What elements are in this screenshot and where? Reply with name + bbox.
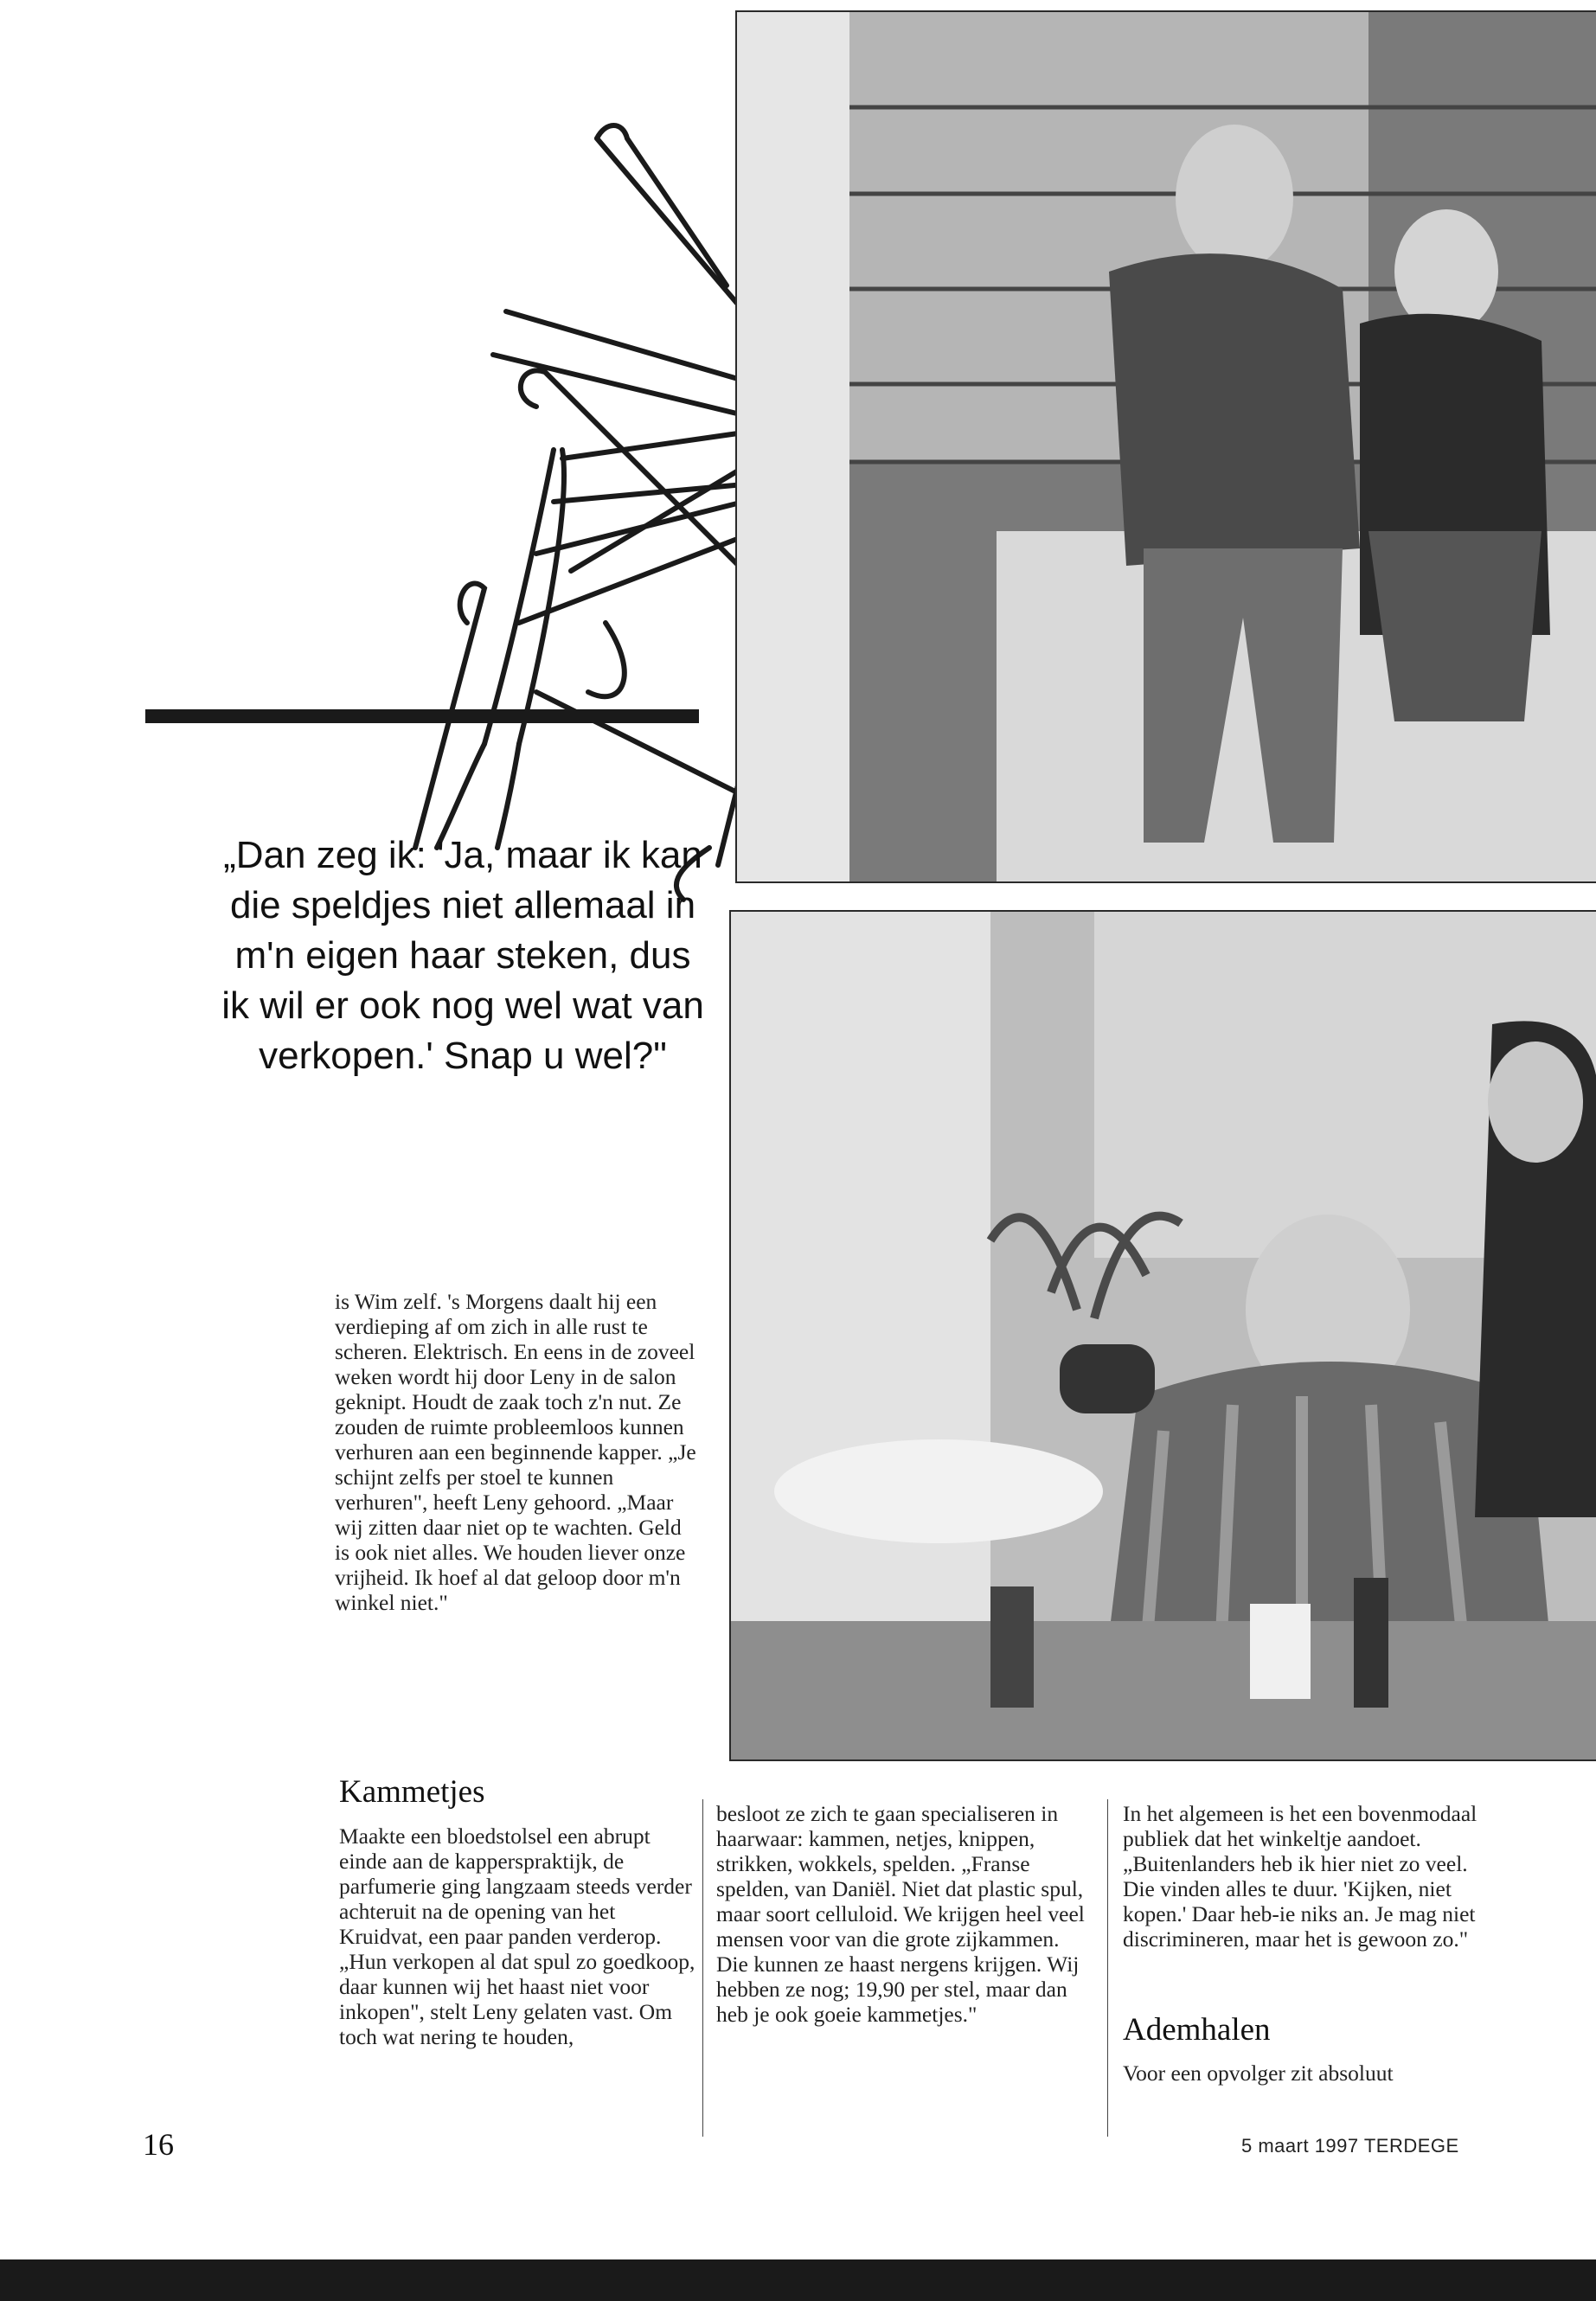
pull-quote: „Dan zeg ik: 'Ja, maar ik kan die speldjes niet allemaal in m'n eigen haar steken, dus ik wil er ook nog wel wat van verkopen.' Snap u wel?": [221, 834, 704, 1077]
page-number: 16: [143, 2127, 174, 2162]
shop-photo-illustration: [737, 12, 1596, 881]
decorative-rule: [145, 709, 699, 723]
column-3-continued-text: Voor een opvolger zit absoluut: [1123, 2061, 1394, 2086]
issue-footer: 5 maart 1997 TERDEGE: [1241, 2135, 1459, 2157]
photo-salon-haircut: [729, 910, 1596, 1761]
intro-paragraph: is Wim zelf. 's Morgens daalt hij een verdieping af om zich in alle rust te scheren. Elektrisch. En eens in de zoveel weken wordt hij door Leny in de salon geknipt. Houdt de zaak toch z'n nut. Ze zouden de ruimte probleemloos kunnen verhuren aan een beginnende kapper. „Je schijnt zelfs per stoel te kunnen verhuren", heeft Leny gehoord. „Maar wij zitten daar niet op te wachten. Geld is ook niet alles. We houden liever onze vrijheid. Ik hoef al dat geloop door m'n winkel niet.": [335, 1289, 696, 1615]
salon-photo-illustration: [731, 912, 1596, 1759]
hairpins-illustration: [0, 87, 761, 917]
column-2-text: besloot ze zich te gaan specialiseren in haarwaar: kammen, netjes, knippen, strikken, wokkels, spelden. „Franse spelden, van Daniël. Niet dat plastic spul, maar soort celluloid. We krijgen heel veel mensen voor van die grote zijkammen. Die kunnen ze haast nergens krijgen. Wij hebben ze nog; 19,90 per stel, maar dan heb je ook goeie kammetjes.": [716, 1801, 1085, 2027]
column-divider: [702, 1799, 703, 2137]
column-divider: [1107, 1799, 1108, 2137]
scan-edge: [0, 2259, 1596, 2301]
column-1-text: Maakte een bloedstolsel een abrupt einde aan de kapperspraktijk, de parfumerie ging langzaam steeds verder achteruit na de opening van het Kruidvat, een paar panden verderop. „Hun verkopen al dat spul zo goedkoop, daar kunnen wij het haast niet voor inkopen", stelt Leny gelaten vast. Om toch wat nering te houden,: [339, 1823, 695, 2049]
section-heading-kammetjes: Kammetjes: [339, 1774, 485, 1810]
column-3-text: In het algemeen is het een bovenmodaal publiek dat het winkeltje aandoet. „Buitenlanders heb ik hier niet zo veel. Die vinden alles te duur. 'Kijken, niet kopen.' Daar heb-ie niks an. Je mag niet discrimineren, maar het is gewoon zo.": [1123, 1801, 1477, 1952]
section-heading-ademhalen: Ademhalen: [1123, 2012, 1271, 2048]
photo-couple-in-shop: [735, 10, 1596, 883]
